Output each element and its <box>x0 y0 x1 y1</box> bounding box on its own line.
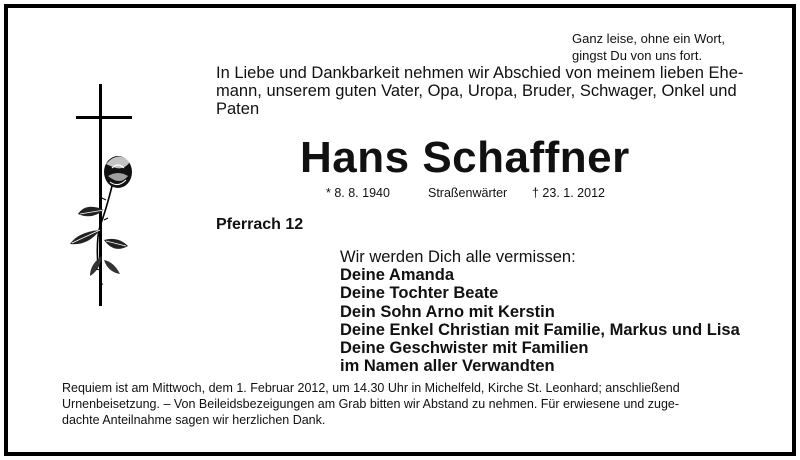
mourner-line: Dein Sohn Arno mit Kerstin <box>340 302 555 321</box>
birth-date: * 8. 8. 1940 <box>326 186 390 200</box>
mourners-intro: Wir werden Dich alle vermissen: <box>340 248 576 266</box>
footer-line: Requiem ist am Mittwoch, dem 1. Februar 2012, um 14.30 Uhr in Michelfeld, Kirche St. Leonhard; anschließend <box>62 381 680 395</box>
death-date: † 23. 1. 2012 <box>532 186 605 200</box>
quote-line: Ganz leise, ohne ein Wort, <box>572 31 725 46</box>
cross-icon <box>60 80 160 310</box>
mourner-line: Deine Geschwister mit Familien <box>340 339 589 358</box>
cross-rose-illustration <box>60 80 160 315</box>
intro-line: In Liebe und Dankbarkeit nehmen wir Abschied von meinem lieben Ehe- <box>216 64 744 82</box>
mourner-line: Deine Amanda <box>340 266 455 285</box>
quote-line: gingst Du von uns fort. <box>572 48 703 63</box>
mourner-line: Deine Enkel Christian mit Familie, Markus und Lisa <box>340 320 740 339</box>
mourner-line: Deine Tochter Beate <box>340 284 499 303</box>
mourners-list <box>340 248 780 375</box>
footer-line: dachte Anteilnahme sagen wir herzlichen Dank. <box>62 413 326 427</box>
funeral-notice <box>62 380 762 428</box>
intro-text <box>216 64 744 118</box>
footer-line: Urnenbeisetzung. – Von Beileidsbezeigungen am Grab bitten wir Abstand zu nehmen. Für erwiesene und zuge- <box>62 397 680 411</box>
epitaph-quote <box>572 30 772 64</box>
intro-line: mann, unserem guten Vater, Opa, Uropa, Bruder, Schwager, Onkel und <box>216 82 737 100</box>
intro-line: Paten <box>216 100 260 118</box>
deceased-name: Hans Schaffner <box>300 133 630 182</box>
mourner-line: im Namen aller Verwandten <box>340 357 555 376</box>
profession: Straßenwärter <box>428 186 508 200</box>
address: Pferrach 12 <box>216 216 304 233</box>
